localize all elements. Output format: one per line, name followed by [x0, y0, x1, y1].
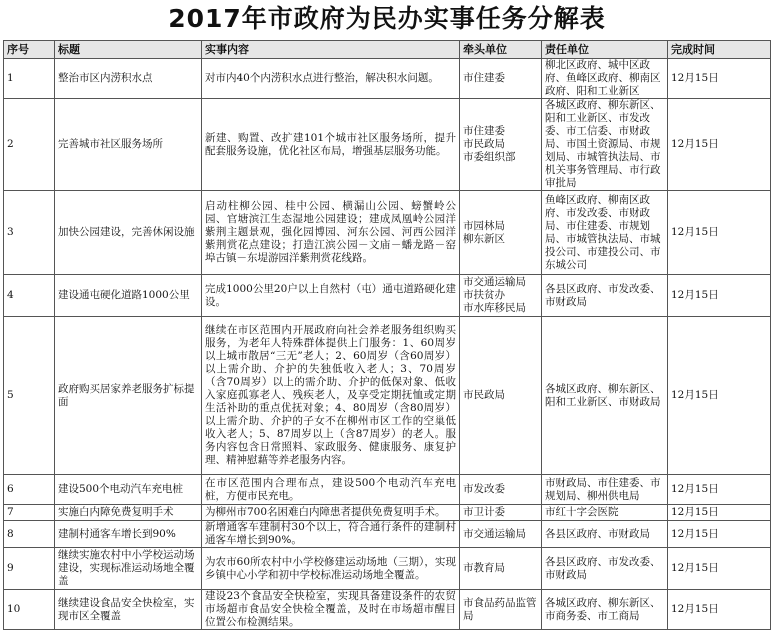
- row-deadline: 12月15日: [668, 548, 771, 590]
- row-lead-unit: 市食品药品监管局: [460, 590, 542, 630]
- page-title: 2017年市政府为民办实事任务分解表: [168, 4, 606, 33]
- header-row: [4, 41, 771, 59]
- row-content: 为柳州市700名困难白内障患者提供免费复明手术。: [202, 505, 460, 521]
- header-content: 实事内容: [202, 41, 460, 59]
- row-responsible-units: 各县区政府、市发改委、市财政局: [542, 275, 668, 317]
- task-table: [3, 40, 771, 630]
- row-lead-unit: 市交通运输局 市扶贫办 市水库移民局: [460, 275, 542, 317]
- row-title: 建设通屯硬化道路1000公里: [55, 275, 202, 317]
- row-title: 继续建设食品安全快检室，实现市区全覆盖: [55, 590, 202, 630]
- row-responsible-units: 市红十字会医院: [542, 505, 668, 521]
- row-number: 7: [4, 505, 55, 521]
- row-content: 建设23个食品安全快检室，实现具备建设条件的农贸市场超市食品安全快检全覆盖，及时在市场超市醒目位置公布检测结果。: [202, 590, 460, 630]
- row-deadline: 12月15日: [668, 590, 771, 630]
- row-deadline: 12月15日: [668, 275, 771, 317]
- row-number: 6: [4, 475, 55, 505]
- row-title: 继续实施农村中小学校运动场建设，实现标准运动场地全覆盖: [55, 548, 202, 590]
- table-row: [4, 317, 771, 475]
- row-content: 新增通客车建制村30个以上，符合通行条件的建制村通客车增长到90%。: [202, 521, 460, 548]
- row-title: 实施白内障免费复明手术: [55, 505, 202, 521]
- row-responsible-units: 各县区政府、市财政局: [542, 521, 668, 548]
- row-title: 加快公园建设，完善休闲设施: [55, 191, 202, 275]
- row-lead-unit: 市住建委: [460, 59, 542, 99]
- row-deadline: 12月15日: [668, 191, 771, 275]
- row-content: 在市区范围内合理布点，建设500个电动汽车充电桩，方便市民充电。: [202, 475, 460, 505]
- row-deadline: 12月15日: [668, 505, 771, 521]
- row-lead-unit: 市交通运输局: [460, 521, 542, 548]
- row-content: 对市内40个内涝积水点进行整治，解决积水问题。: [202, 59, 460, 99]
- row-lead-unit: 市园林局 柳东新区: [460, 191, 542, 275]
- row-responsible-units: 鱼峰区政府、柳南区政府、市发改委、市财政局、市住建委、市规划局、市城管执法局、市城投公司、市建投公司、市东城公司: [542, 191, 668, 275]
- row-number: 5: [4, 317, 55, 475]
- row-deadline: 12月15日: [668, 521, 771, 548]
- row-number: 8: [4, 521, 55, 548]
- row-number: 1: [4, 59, 55, 99]
- row-content: 为农市60所农村中小学校修建运动场地（三期），实现乡镇中心小学和初中学校标准运动场地全覆盖。: [202, 548, 460, 590]
- row-lead-unit: 市卫计委: [460, 505, 542, 521]
- row-deadline: 12月15日: [668, 99, 771, 191]
- row-responsible-units: 各城区政府、柳东新区、市商务委、市工商局: [542, 590, 668, 630]
- header-resp: 责任单位: [542, 41, 668, 59]
- table-row: [4, 548, 771, 590]
- row-content: 新建、购置、改扩建101个城市社区服务场所，提升配套服务设施，优化社区布局，增强基层服务功能。: [202, 99, 460, 191]
- header-time: 完成时间: [668, 41, 771, 59]
- row-number: 10: [4, 590, 55, 630]
- table-row: [4, 275, 771, 317]
- table-row: [4, 59, 771, 99]
- table-row: [4, 521, 771, 548]
- table-row: [4, 191, 771, 275]
- row-deadline: 12月15日: [668, 475, 771, 505]
- row-content: 继续在市区范围内开展政府向社会养老服务组织购买服务，为老年人特殊群体提供上门服务：1、60周岁以上城市散居“三无”老人；2、60周岁（含60周岁）以上需介助、介护的失独低收入老人；3、70周岁（含70周岁）以上的需介助、介护的低保对象、低收入家庭孤寡老人、残疾老人，及享受定期抚恤或定期生活补助的重点优抚对象；4、80周岁（含80周岁）以上需介助、介护的子女不在柳州市区工作的空巢低收入老人；5、87周岁以上（含87周岁）的老人。服务内容包含日常照料、家政服务、健康服务、康复护理、精神慰藉等养老服务内容。: [202, 317, 460, 475]
- row-title: 政府购买居家养老服务扩标提面: [55, 317, 202, 475]
- table-row: [4, 99, 771, 191]
- row-lead-unit: 市住建委 市民政局 市委组织部: [460, 99, 542, 191]
- row-number: 2: [4, 99, 55, 191]
- table-row: [4, 505, 771, 521]
- row-responsible-units: 各城区政府、柳东新区、阳和工业新区、市发改委、市工信委、市财政局、市国土资源局、市规划局、市城管执法局、市机关事务管理局、市行政审批局: [542, 99, 668, 191]
- row-responsible-units: 各城区政府、柳东新区、阳和工业新区、市财政局: [542, 317, 668, 475]
- table-row: [4, 590, 771, 630]
- row-number: 9: [4, 548, 55, 590]
- row-deadline: 12月15日: [668, 317, 771, 475]
- row-number: 4: [4, 275, 55, 317]
- row-title: 整治市区内涝积水点: [55, 59, 202, 99]
- row-responsible-units: 柳北区政府、城中区政府、鱼峰区政府、柳南区政府、阳和工业新区: [542, 59, 668, 99]
- table-row: [4, 475, 771, 505]
- row-lead-unit: 市教育局: [460, 548, 542, 590]
- row-content: 完成1000公里20户以上自然村（屯）通屯道路硬化建设。: [202, 275, 460, 317]
- header-title: 标题: [55, 41, 202, 59]
- row-title: 完善城市社区服务场所: [55, 99, 202, 191]
- row-title: 建设500个电动汽车充电桩: [55, 475, 202, 505]
- row-title: 建制村通客车增长到90%: [55, 521, 202, 548]
- row-responsible-units: 各县区政府、市发改委、市财政局: [542, 548, 668, 590]
- row-lead-unit: 市发改委: [460, 475, 542, 505]
- header-lead: 牵头单位: [460, 41, 542, 59]
- row-deadline: 12月15日: [668, 59, 771, 99]
- header-no: 序号: [4, 41, 55, 59]
- row-lead-unit: 市民政局: [460, 317, 542, 475]
- row-content: 启动柱柳公园、桂中公园、横漏山公园、螃蟹岭公园、官塘滨江生态湿地公园建设；建成凤凰岭公园洋紫荆主题景观，强化园博园、河东公园、河西公园洋紫荆赏花点建设；打造江滨公园－文庙－蟠龙路－窑埠古镇－东堤游园洋紫荆赏花线路。: [202, 191, 460, 275]
- row-responsible-units: 市财政局、市住建委、市规划局、柳州供电局: [542, 475, 668, 505]
- row-number: 3: [4, 191, 55, 275]
